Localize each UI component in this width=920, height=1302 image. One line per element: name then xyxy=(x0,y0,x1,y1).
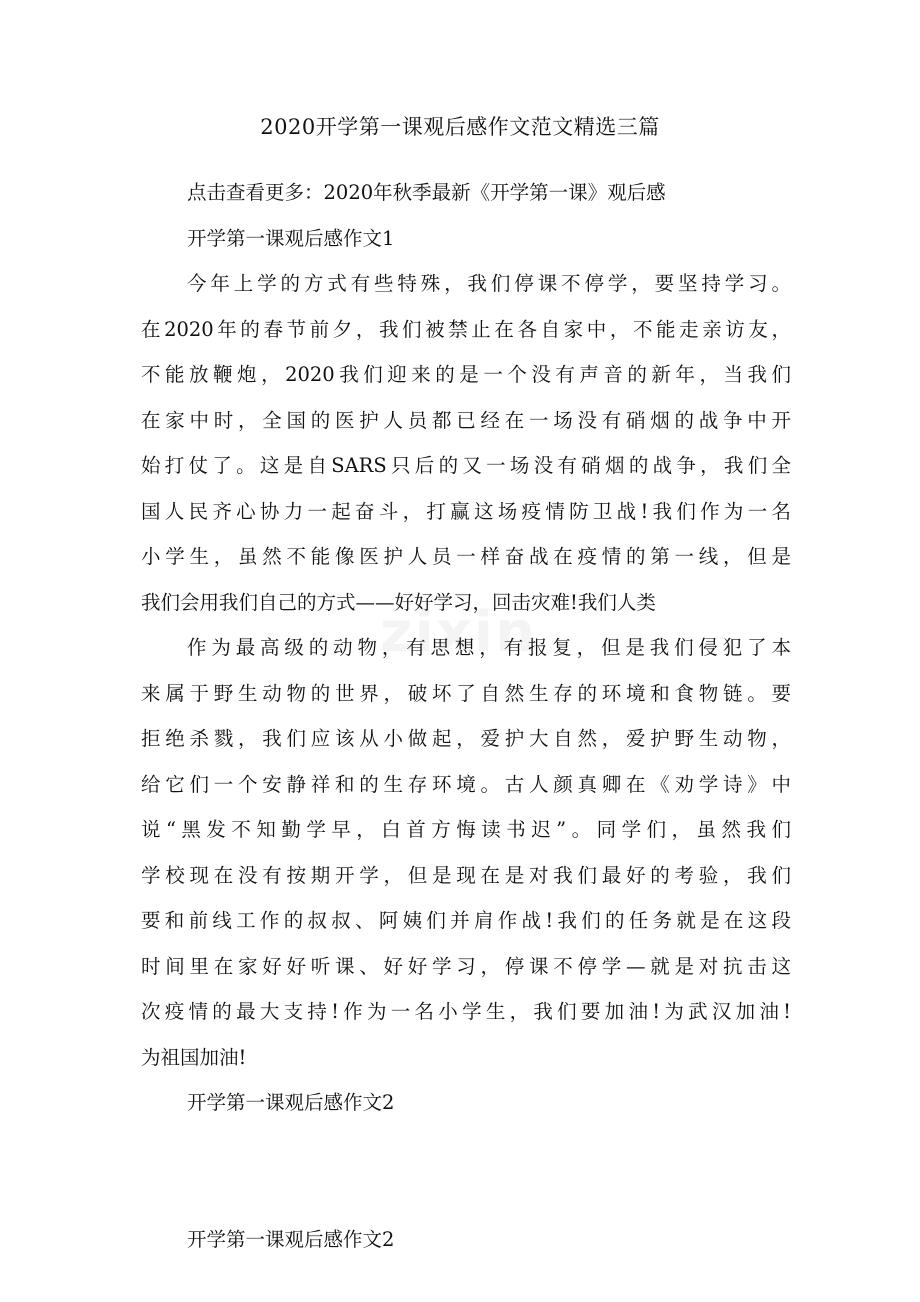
paragraph-line: 国人民齐心协力一起奋斗，打赢这场疫情防卫战!我们作为一名 xyxy=(141,500,791,523)
paragraph-line: 小学生，虽然不能像医护人员一样奋战在疫情的第一线，但是 xyxy=(141,545,791,568)
paragraph-line: 在家中时，全国的医护人员都已经在一场没有硝烟的战争中开 xyxy=(141,409,791,432)
section-heading-2-repeat: 开学第一课观后感作文2 xyxy=(187,1228,395,1251)
paragraph-line: 我们会用我们自己的方式——好好学习，回击灾难!我们人类 xyxy=(141,591,656,614)
paragraph-line: 说“黑发不知勤学早，白首方悔读书迟”。同学们，虽然我们 xyxy=(141,818,791,841)
section-heading-2: 开学第一课观后感作文2 xyxy=(187,1091,395,1114)
paragraph-line: 来属于野生动物的世界，破坏了自然生存的环境和食物链。要 xyxy=(141,682,791,705)
document-title: 2020开学第一课观后感作文范文精选三篇 xyxy=(260,115,660,139)
paragraph-line: 次疫情的最大支持!作为一名小学生，我们要加油!为武汉加油! xyxy=(141,1000,791,1023)
paragraph-line: 给它们一个安静祥和的生存环境。古人颜真卿在《劝学诗》中 xyxy=(141,773,791,796)
paragraph-line: 拒绝杀戮，我们应该从小做起，爱护大自然，爱护野生动物， xyxy=(141,727,791,750)
paragraph-line: 在2020年的春节前夕，我们被禁止在各自家中，不能走亲访友， xyxy=(141,318,791,341)
paragraph-line: 作为最高级的动物，有思想，有报复，但是我们侵犯了本 xyxy=(187,636,791,659)
paragraph-line: 要和前线工作的叔叔、阿姨们并肩作战!我们的任务就是在这段 xyxy=(141,909,791,932)
paragraph-line: 为祖国加油! xyxy=(141,1046,247,1069)
paragraph-line: 时间里在家好好听课、好好学习，停课不停学—就是对抗击这 xyxy=(141,955,791,978)
paragraph-line: 学校现在没有按期开学，但是现在是对我们最好的考验，我们 xyxy=(141,864,791,887)
more-link[interactable]: 点击查看更多：2020年秋季最新《开学第一课》观后感 xyxy=(187,181,666,204)
paragraph-line: 不能放鞭炮，2020我们迎来的是一个没有声音的新年，当我们 xyxy=(141,363,791,386)
paragraph-line: 始打仗了。这是自SARS只后的又一场没有硝烟的战争，我们全 xyxy=(141,454,791,477)
paragraph-line: 今年上学的方式有些特殊，我们停课不停学，要坚持学习。 xyxy=(187,272,791,295)
section-heading-1: 开学第一课观后感作文1 xyxy=(187,227,395,250)
